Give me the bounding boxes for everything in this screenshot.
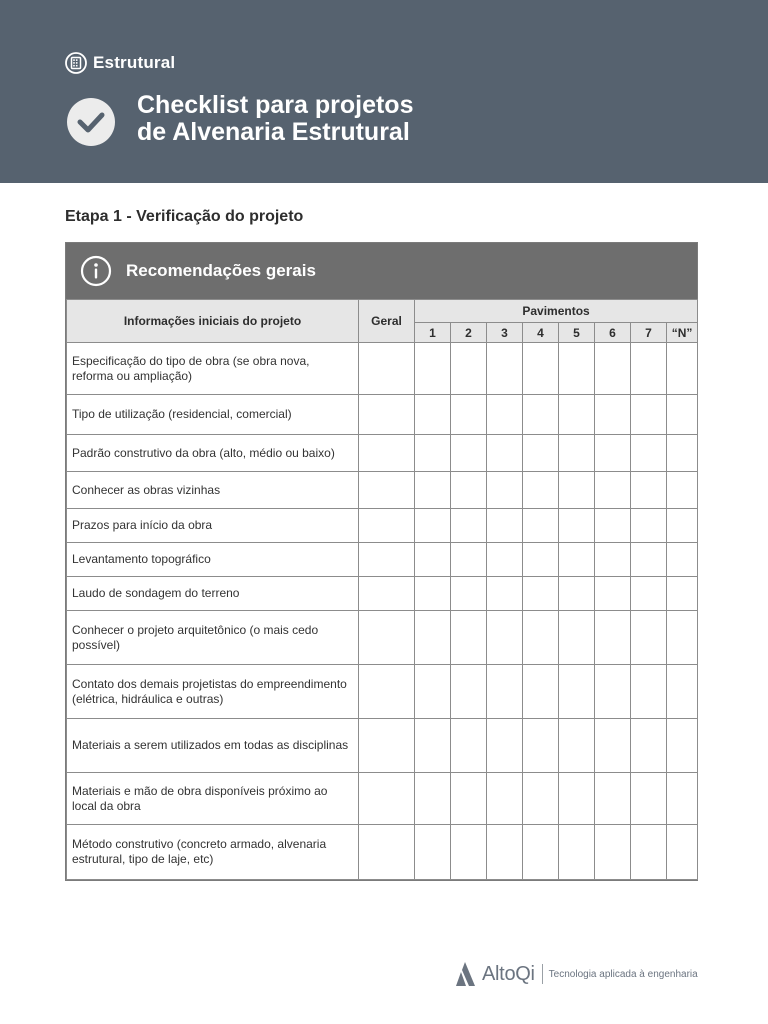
check-cell-pavimento-5[interactable]	[559, 825, 595, 880]
page-title-line-1: Checklist para projetos	[137, 91, 414, 119]
checklist-item-label: Prazos para início da obra	[67, 509, 359, 543]
check-cell-pavimento-6[interactable]	[595, 509, 631, 543]
pavimento-header-3: 3	[487, 323, 523, 343]
check-cell-pavimento-6[interactable]	[595, 343, 631, 395]
check-cell-pavimento-1[interactable]	[415, 577, 451, 611]
check-cell-pavimento-5[interactable]	[559, 577, 595, 611]
pavimento-header-7: 7	[631, 323, 667, 343]
check-cell-pavimento-3[interactable]	[487, 773, 523, 825]
page-title-line-2: de Alvenaria Estrutural	[137, 118, 410, 146]
check-cell-pavimento-4[interactable]	[523, 395, 559, 435]
table-row	[67, 435, 698, 472]
table-row	[67, 472, 698, 509]
check-cell-pavimento-5[interactable]	[559, 343, 595, 395]
checklist-table	[66, 299, 698, 880]
check-cell-pavimento-7[interactable]	[631, 472, 667, 509]
check-cell-pavimento-5[interactable]	[559, 773, 595, 825]
check-cell-pavimento-2[interactable]	[451, 543, 487, 577]
check-cell-pavimento-8[interactable]	[667, 665, 698, 719]
check-cell-pavimento-6[interactable]	[595, 577, 631, 611]
brand-label: Estrutural	[93, 53, 176, 72]
check-cell-pavimento-3[interactable]	[487, 719, 523, 773]
check-cell-pavimento-7[interactable]	[631, 825, 667, 880]
check-cell-pavimento-4[interactable]	[523, 577, 559, 611]
check-cell-pavimento-6[interactable]	[595, 773, 631, 825]
table-row	[67, 577, 698, 611]
header-banner	[0, 0, 768, 183]
check-cell-pavimento-8[interactable]	[667, 543, 698, 577]
check-cell-pavimento-4[interactable]	[523, 509, 559, 543]
check-cell-pavimento-2[interactable]	[451, 577, 487, 611]
table-row	[67, 543, 698, 577]
table-row	[67, 395, 698, 435]
check-cell-pavimento-4[interactable]	[523, 343, 559, 395]
check-cell-pavimento-5[interactable]	[559, 719, 595, 773]
checklist-item-label: Laudo de sondagem do terreno	[67, 577, 359, 611]
check-cell-geral[interactable]	[359, 435, 415, 472]
check-cell-pavimento-1[interactable]	[415, 773, 451, 825]
brand	[65, 52, 175, 74]
check-cell-pavimento-4[interactable]	[523, 543, 559, 577]
table-row	[67, 665, 698, 719]
check-cell-pavimento-8[interactable]	[667, 719, 698, 773]
check-cell-pavimento-6[interactable]	[595, 472, 631, 509]
page-title	[137, 92, 413, 146]
check-cell-pavimento-4[interactable]	[523, 472, 559, 509]
check-cell-pavimento-6[interactable]	[595, 435, 631, 472]
check-cell-pavimento-3[interactable]	[487, 825, 523, 880]
check-cell-pavimento-4[interactable]	[523, 665, 559, 719]
checklist-item-label: Método construtivo (concreto armado, alvenaria estrutural, tipo de laje, etc)	[67, 825, 359, 880]
checklist-item-label: Especificação do tipo de obra (se obra nova, reforma ou ampliação)	[67, 343, 359, 395]
check-cell-pavimento-7[interactable]	[631, 577, 667, 611]
check-cell-geral[interactable]	[359, 719, 415, 773]
check-cell-pavimento-4[interactable]	[523, 773, 559, 825]
check-cell-pavimento-8[interactable]	[667, 343, 698, 395]
footer-tagline: Tecnologia aplicada à engenharia	[548, 968, 698, 980]
check-cell-pavimento-5[interactable]	[559, 665, 595, 719]
check-cell-geral[interactable]	[359, 509, 415, 543]
check-cell-pavimento-7[interactable]	[631, 435, 667, 472]
check-cell-pavimento-2[interactable]	[451, 509, 487, 543]
footer-divider	[542, 964, 543, 984]
column-header-geral: Geral	[359, 300, 415, 343]
section-title: Recomendações gerais	[126, 261, 316, 280]
check-cell-pavimento-1[interactable]	[415, 611, 451, 665]
check-cell-pavimento-2[interactable]	[451, 665, 487, 719]
pavimento-header-1: 1	[415, 323, 451, 343]
check-cell-pavimento-4[interactable]	[523, 825, 559, 880]
check-cell-pavimento-2[interactable]	[451, 773, 487, 825]
pavimento-header-8: “N”	[667, 323, 698, 343]
check-cell-pavimento-5[interactable]	[559, 472, 595, 509]
check-cell-pavimento-8[interactable]	[667, 395, 698, 435]
check-cell-pavimento-3[interactable]	[487, 509, 523, 543]
checklist-item-label: Materiais e mão de obra disponíveis próximo ao local da obra	[67, 773, 359, 825]
pavimento-header-5: 5	[559, 323, 595, 343]
check-cell-pavimento-8[interactable]	[667, 577, 698, 611]
check-cell-pavimento-3[interactable]	[487, 395, 523, 435]
check-cell-pavimento-8[interactable]	[667, 773, 698, 825]
pavimento-header-2: 2	[451, 323, 487, 343]
checklist-item-label: Materiais a serem utilizados em todas as disciplinas	[67, 719, 359, 773]
check-cell-pavimento-1[interactable]	[415, 719, 451, 773]
check-cell-pavimento-4[interactable]	[523, 611, 559, 665]
check-cell-geral[interactable]	[359, 472, 415, 509]
check-cell-pavimento-8[interactable]	[667, 435, 698, 472]
check-cell-pavimento-2[interactable]	[451, 343, 487, 395]
check-cell-geral[interactable]	[359, 611, 415, 665]
check-cell-pavimento-8[interactable]	[667, 825, 698, 880]
check-cell-pavimento-8[interactable]	[667, 509, 698, 543]
check-cell-pavimento-7[interactable]	[631, 719, 667, 773]
info-icon	[80, 255, 112, 287]
check-cell-pavimento-3[interactable]	[487, 543, 523, 577]
table-row	[67, 773, 698, 825]
check-cell-pavimento-5[interactable]	[559, 395, 595, 435]
checklist-item-label: Tipo de utilização (residencial, comercial)	[67, 395, 359, 435]
check-cell-pavimento-8[interactable]	[667, 611, 698, 665]
check-cell-pavimento-1[interactable]	[415, 435, 451, 472]
altoqi-logo-text: AltoQi	[482, 962, 535, 985]
checklist-item-label: Conhecer as obras vizinhas	[67, 472, 359, 509]
check-cell-pavimento-7[interactable]	[631, 773, 667, 825]
check-cell-pavimento-4[interactable]	[523, 435, 559, 472]
check-cell-pavimento-6[interactable]	[595, 825, 631, 880]
check-cell-pavimento-1[interactable]	[415, 395, 451, 435]
check-cell-pavimento-3[interactable]	[487, 343, 523, 395]
check-cell-pavimento-2[interactable]	[451, 719, 487, 773]
check-cell-pavimento-5[interactable]	[559, 435, 595, 472]
check-cell-pavimento-1[interactable]	[415, 343, 451, 395]
check-cell-pavimento-5[interactable]	[559, 611, 595, 665]
check-cell-pavimento-6[interactable]	[595, 543, 631, 577]
checkmark-icon	[66, 97, 116, 147]
check-cell-geral[interactable]	[359, 543, 415, 577]
table-row	[67, 343, 698, 395]
check-cell-pavimento-6[interactable]	[595, 395, 631, 435]
altoqi-logo-icon	[455, 961, 479, 987]
checklist-item-label: Padrão construtivo da obra (alto, médio ou baixo)	[67, 435, 359, 472]
checklist-table-container	[65, 242, 698, 881]
stage-title: Etapa 1 - Verificação do projeto	[65, 208, 304, 225]
check-cell-pavimento-7[interactable]	[631, 509, 667, 543]
check-cell-pavimento-2[interactable]	[451, 395, 487, 435]
table-row	[67, 509, 698, 543]
check-cell-pavimento-3[interactable]	[487, 665, 523, 719]
check-cell-pavimento-8[interactable]	[667, 472, 698, 509]
check-cell-pavimento-1[interactable]	[415, 472, 451, 509]
pavimento-header-4: 4	[523, 323, 559, 343]
check-cell-geral[interactable]	[359, 773, 415, 825]
check-cell-pavimento-5[interactable]	[559, 543, 595, 577]
check-cell-pavimento-3[interactable]	[487, 577, 523, 611]
check-cell-pavimento-6[interactable]	[595, 665, 631, 719]
check-cell-pavimento-7[interactable]	[631, 343, 667, 395]
checklist-item-label: Conhecer o projeto arquitetônico (o mais cedo possível)	[67, 611, 359, 665]
check-cell-pavimento-5[interactable]	[559, 509, 595, 543]
column-header-pavimentos: Pavimentos	[415, 300, 698, 323]
check-cell-pavimento-7[interactable]	[631, 395, 667, 435]
check-cell-geral[interactable]	[359, 577, 415, 611]
check-cell-pavimento-6[interactable]	[595, 719, 631, 773]
table-row	[67, 611, 698, 665]
check-cell-pavimento-3[interactable]	[487, 435, 523, 472]
check-cell-geral[interactable]	[359, 825, 415, 880]
check-cell-pavimento-3[interactable]	[487, 611, 523, 665]
building-icon	[65, 52, 87, 74]
check-cell-pavimento-1[interactable]	[415, 665, 451, 719]
check-cell-geral[interactable]	[359, 343, 415, 395]
check-cell-pavimento-7[interactable]	[631, 543, 667, 577]
pavimento-header-6: 6	[595, 323, 631, 343]
check-cell-pavimento-4[interactable]	[523, 719, 559, 773]
check-cell-pavimento-2[interactable]	[451, 825, 487, 880]
check-cell-geral[interactable]	[359, 395, 415, 435]
section-header	[66, 243, 697, 299]
check-cell-pavimento-7[interactable]	[631, 611, 667, 665]
footer-logo	[455, 961, 698, 987]
checklist-item-label: Levantamento topográfico	[67, 543, 359, 577]
check-cell-pavimento-2[interactable]	[451, 611, 487, 665]
check-cell-pavimento-1[interactable]	[415, 825, 451, 880]
check-cell-geral[interactable]	[359, 665, 415, 719]
check-cell-pavimento-3[interactable]	[487, 472, 523, 509]
checklist-item-label: Contato dos demais projetistas do empreendimento (elétrica, hidráulica e outras)	[67, 665, 359, 719]
check-cell-pavimento-7[interactable]	[631, 665, 667, 719]
check-cell-pavimento-1[interactable]	[415, 543, 451, 577]
check-cell-pavimento-2[interactable]	[451, 472, 487, 509]
column-header-info: Informações iniciais do projeto	[67, 300, 359, 343]
check-cell-pavimento-6[interactable]	[595, 611, 631, 665]
check-cell-pavimento-2[interactable]	[451, 435, 487, 472]
table-row	[67, 825, 698, 880]
table-row	[67, 719, 698, 773]
check-cell-pavimento-1[interactable]	[415, 509, 451, 543]
